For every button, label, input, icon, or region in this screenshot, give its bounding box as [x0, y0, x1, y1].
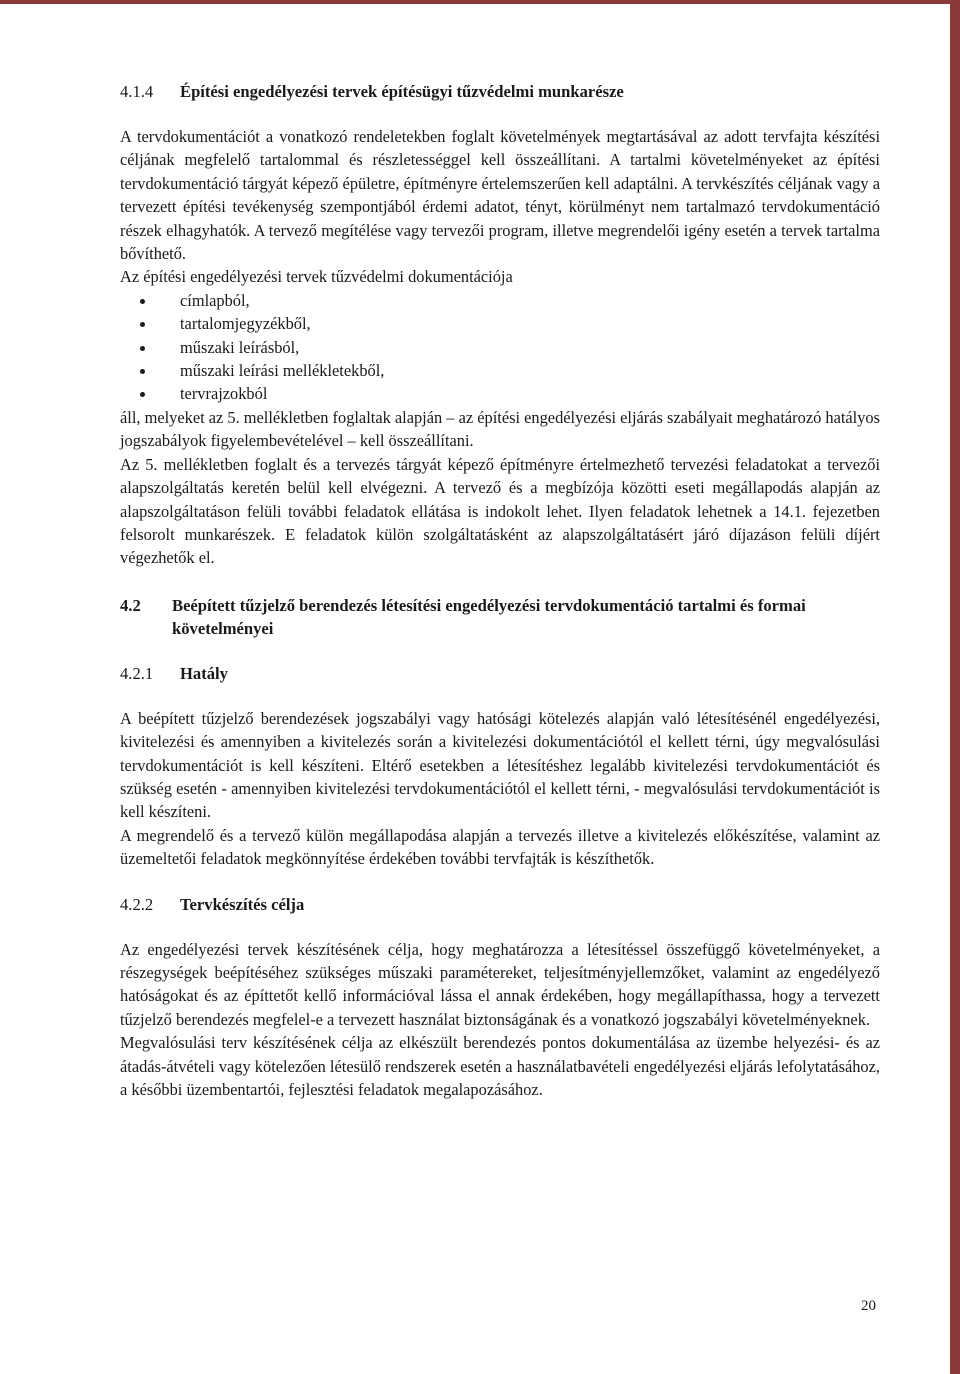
- bullet-icon: [140, 369, 145, 374]
- section-heading-4-2: [120, 594, 880, 640]
- list-item: tartalomjegyzékből,: [120, 312, 880, 335]
- bullet-icon: [140, 299, 145, 304]
- section-heading-4-2-1: [120, 662, 880, 685]
- section-title: Tervkészítés célja: [180, 894, 305, 914]
- document-page: [120, 80, 880, 1101]
- section-title: Építési engedélyezési tervek építésügyi tűzvédelmi munkarésze: [180, 82, 624, 101]
- page-border-top: [0, 0, 950, 4]
- section-number: 4.1.4: [120, 82, 154, 101]
- section-number: 4.2: [120, 595, 141, 615]
- list-item: címlapból,: [120, 289, 880, 312]
- bullet-list: [120, 289, 880, 406]
- paragraph: Az 5. mellékletben foglalt és a tervezés tárgyát képező építményre értelmezhető tervezési feladatokat a tervezői alapszolgáltatás keretén belül kell elvégezni. A tervező és a megbízója közötti eseti megállapodás alapján az alapszolgáltatáson felüli további feladatok ellátása is indokolt lehet. Ilyen feladatok lehetnek a 14.1. fejezetben felsorolt munkarészek. E feladatok külön szolgáltatásként az alapszolgáltatásért járó díjazáson felüli díjért végezhetők el.: [120, 454, 880, 568]
- paragraph: Megvalósulási terv készítésének célja az elkészült berendezés pontos dokumentálása az üzembe helyezési- és az átadás-átvételi vagy kötelezően létesülő rendszerek esetén a használatbavételi engedélyezési eljárás lefolytatásához, a későbbi üzembentartói, fejlesztési feladatok megalapozásához.: [120, 1033, 880, 1099]
- paragraph: A megrendelő és a tervező külön megállapodása alapján a tervezés illetve a kivitelezés előkészítése, valamint az üzemeltetői feladatok megkönnyítése érdekében további tervfajták is készíthetők.: [120, 825, 880, 869]
- section-number: 4.2.2: [120, 894, 154, 914]
- bullet-icon: [140, 322, 145, 327]
- section-number: 4.2.1: [120, 663, 154, 683]
- section-title: Beépített tűzjelző berendezés létesítési engedélyezési tervdokumentáció tartalmi és formai követelményei: [172, 595, 806, 638]
- page-border-right: [950, 0, 960, 1374]
- list-item: műszaki leírásból,: [120, 336, 880, 359]
- page-number: 20: [861, 1298, 876, 1314]
- bullet-icon: [140, 346, 145, 351]
- section-heading-4-2-2: [120, 893, 880, 916]
- bullet-icon: [140, 392, 145, 397]
- list-item: tervrajzokból: [120, 382, 880, 405]
- section-heading-4-1-4: [120, 80, 880, 103]
- paragraph: A beépített tűzjelző berendezések jogszabályi vagy hatósági kötelezés alapján való létesítésénél engedélyezési, kivitelezési és amennyiben a kivitelezés során a kivitelezési dokumentációtól el kellett térni, úgy megvalósulási tervdokumentációt is kell készíteni. Eltérő esetekben a létesítéshez legalább kivitelezési tervdokumentációt és szükség esetén - amennyiben kivitelezési tervdokumentációtól el kellett térni, - megvalósulási tervdokumentációt is kell készíteni.: [120, 708, 880, 822]
- section-title: Hatály: [180, 663, 228, 683]
- list-item: műszaki leírási mellékletekből,: [120, 359, 880, 382]
- paragraph: áll, melyeket az 5. mellékletben foglaltak alapján – az építési engedélyezési eljárás szabályait meghatározó hatályos jogszabályok figyelembevételével – kell összeállítani.: [120, 407, 881, 451]
- paragraph: Az engedélyezési tervek készítésének célja, hogy meghatározza a létesítéssel összefüggő követelményeket, a részegységek beépítéséhez szükséges műszaki paramétereket, teljesítményjellemzőket, valamint az engedélyező hatóságokat és az építtetőt kellő információval lássa el annak érdekében, hogy megállapíthassa, hogy a tervezett tűzjelző berendezés megfelel-e a tervezett használat biztonságának és a vonatkozó jogszabályi követelményeknek.: [120, 939, 880, 1029]
- paragraph: A tervdokumentációt a vonatkozó rendeletekben foglalt követelmények megtartásával az adott tervfajta készítési céljának megfelelő tartalommal és részletességgel kell összeállítani. A tartalmi követelményeket az építési tervdokumentáció tárgyát képező épületre, építményre értelemszerűen kell adaptálni. A tervkészítés céljának vagy a tervezett építési tevékenység szempontjából érdemi adatot, tényt, körülményt nem tartalmazó tervdokumentáció részek elhagyhatók. A tervező megítélése vagy tervezői program, illetve megrendelői igény esetén a tervek tartalma bővíthető.: [120, 127, 880, 264]
- paragraph: Az építési engedélyezési tervek tűzvédelmi dokumentációja: [120, 267, 513, 287]
